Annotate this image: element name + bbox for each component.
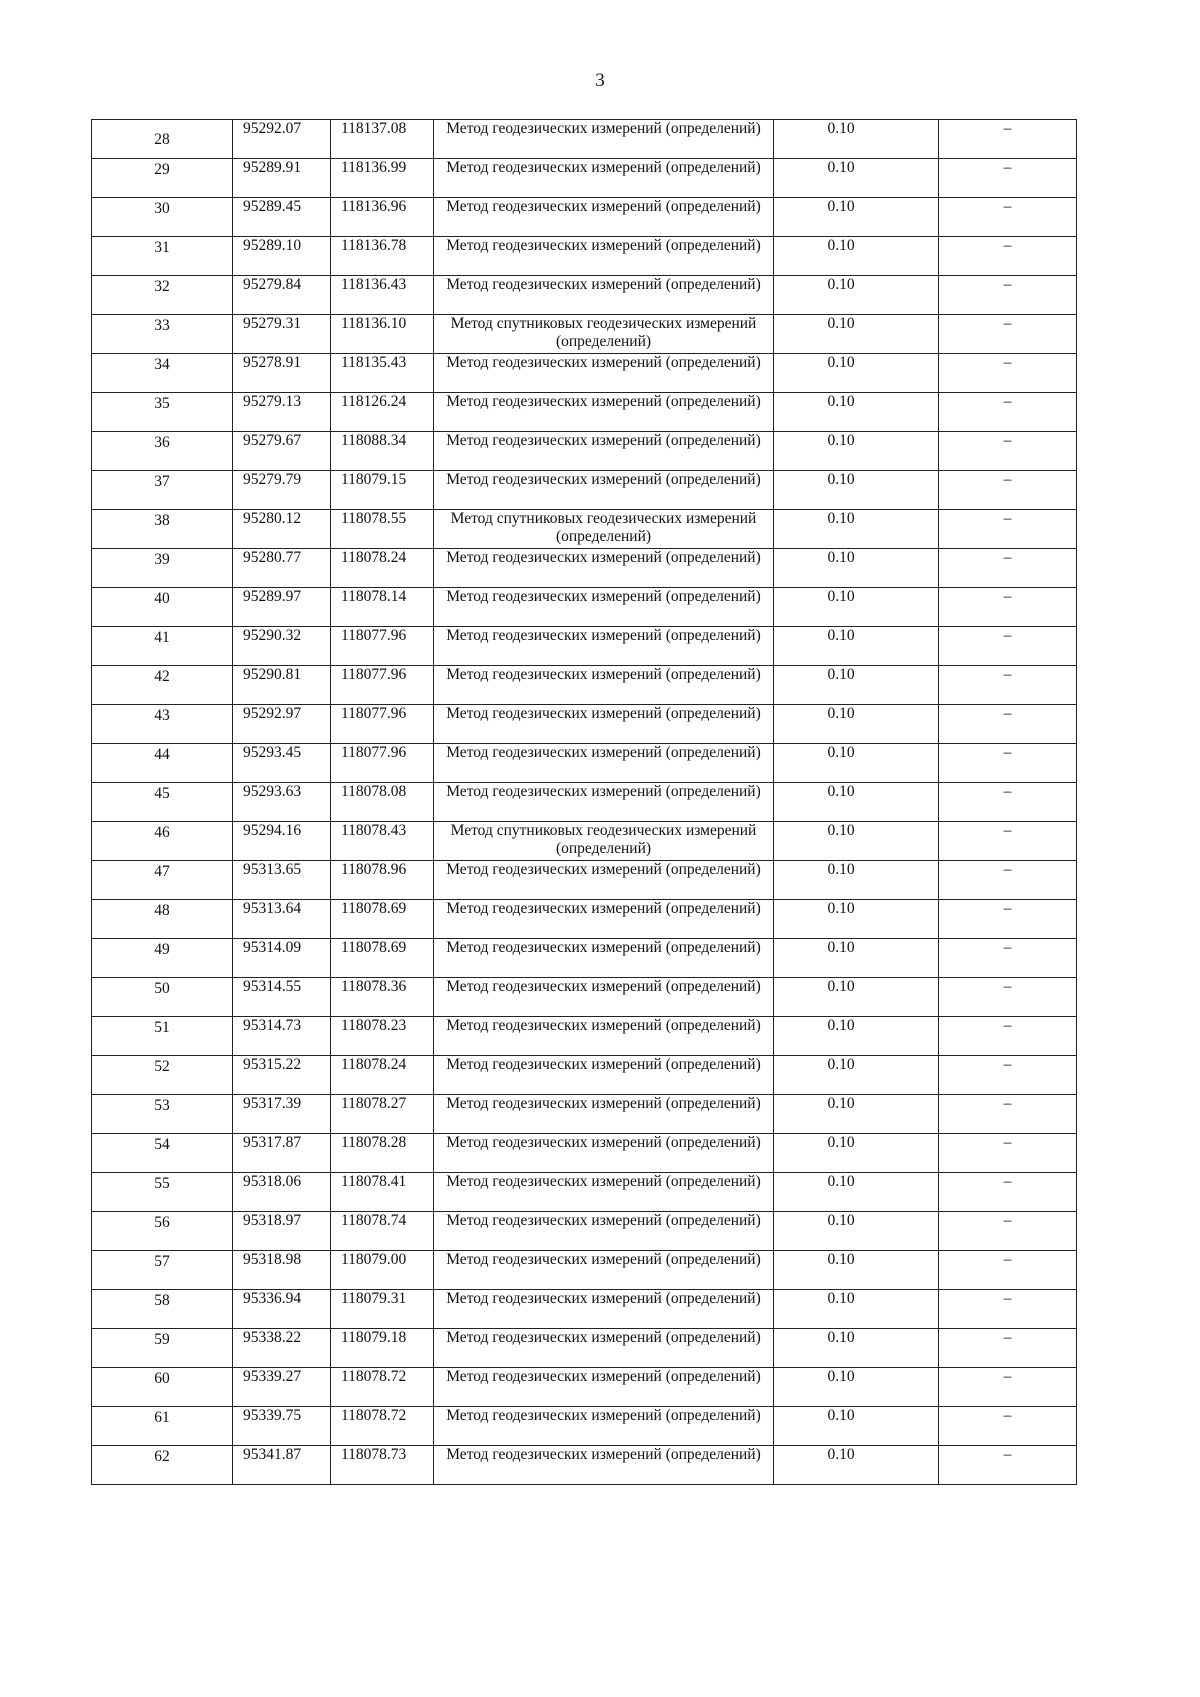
y-coordinate-cell: 118078.23 (331, 1017, 434, 1056)
note-cell: – (939, 1407, 1077, 1446)
point-number-cell: 57 (92, 1251, 233, 1290)
accuracy-cell: 0.10 (774, 1446, 939, 1485)
method-cell: Метод геодезических измерений (определений) (434, 198, 774, 237)
table-row (92, 744, 1077, 783)
point-number-cell: 32 (92, 276, 233, 315)
table-row (92, 393, 1077, 432)
table-row (92, 1407, 1077, 1446)
accuracy-cell: 0.10 (774, 1290, 939, 1329)
table-row (92, 1446, 1077, 1485)
accuracy-cell: 0.10 (774, 276, 939, 315)
accuracy-cell: 0.10 (774, 549, 939, 588)
note-cell: – (939, 549, 1077, 588)
method-cell: Метод геодезических измерений (определений) (434, 1134, 774, 1173)
accuracy-cell: 0.10 (774, 588, 939, 627)
x-coordinate-cell: 95339.75 (233, 1407, 331, 1446)
x-coordinate-cell: 95318.97 (233, 1212, 331, 1251)
y-coordinate-cell: 118078.08 (331, 783, 434, 822)
accuracy-cell: 0.10 (774, 822, 939, 861)
x-coordinate-cell: 95314.55 (233, 978, 331, 1017)
accuracy-cell: 0.10 (774, 315, 939, 354)
note-cell: – (939, 744, 1077, 783)
x-coordinate-cell: 95279.13 (233, 393, 331, 432)
accuracy-cell: 0.10 (774, 861, 939, 900)
x-coordinate-cell: 95279.79 (233, 471, 331, 510)
method-cell: Метод спутниковых геодезических измерений (определений) (434, 510, 774, 549)
y-coordinate-cell: 118078.24 (331, 1056, 434, 1095)
table-row (92, 1173, 1077, 1212)
point-number-cell: 49 (92, 939, 233, 978)
point-number-cell: 62 (92, 1446, 233, 1485)
x-coordinate-cell: 95279.67 (233, 432, 331, 471)
accuracy-cell: 0.10 (774, 237, 939, 276)
y-coordinate-cell: 118136.96 (331, 198, 434, 237)
accuracy-cell: 0.10 (774, 471, 939, 510)
x-coordinate-cell: 95338.22 (233, 1329, 331, 1368)
accuracy-cell: 0.10 (774, 432, 939, 471)
accuracy-cell: 0.10 (774, 354, 939, 393)
y-coordinate-cell: 118088.34 (331, 432, 434, 471)
point-number-cell: 59 (92, 1329, 233, 1368)
method-cell: Метод геодезических измерений (определений) (434, 354, 774, 393)
note-cell: – (939, 1095, 1077, 1134)
point-number-cell: 36 (92, 432, 233, 471)
point-number-cell: 60 (92, 1368, 233, 1407)
note-cell: – (939, 1212, 1077, 1251)
note-cell: – (939, 120, 1077, 159)
point-number-cell: 35 (92, 393, 233, 432)
accuracy-cell: 0.10 (774, 510, 939, 549)
note-cell: – (939, 783, 1077, 822)
note-cell: – (939, 666, 1077, 705)
note-cell: – (939, 1368, 1077, 1407)
table-row (92, 627, 1077, 666)
table-row (92, 471, 1077, 510)
method-cell: Метод геодезических измерений (определений) (434, 1017, 774, 1056)
y-coordinate-cell: 118078.55 (331, 510, 434, 549)
x-coordinate-cell: 95314.73 (233, 1017, 331, 1056)
point-number-cell: 40 (92, 588, 233, 627)
note-cell: – (939, 822, 1077, 861)
note-cell: – (939, 276, 1077, 315)
accuracy-cell: 0.10 (774, 120, 939, 159)
note-cell: – (939, 900, 1077, 939)
table-row (92, 159, 1077, 198)
point-number-cell: 44 (92, 744, 233, 783)
coordinates-table (91, 119, 1077, 1485)
y-coordinate-cell: 118079.15 (331, 471, 434, 510)
point-number-cell: 33 (92, 315, 233, 354)
method-cell: Метод геодезических измерений (определений) (434, 471, 774, 510)
x-coordinate-cell: 95289.91 (233, 159, 331, 198)
y-coordinate-cell: 118079.31 (331, 1290, 434, 1329)
accuracy-cell: 0.10 (774, 1251, 939, 1290)
note-cell: – (939, 159, 1077, 198)
point-number-cell: 29 (92, 159, 233, 198)
point-number-cell: 51 (92, 1017, 233, 1056)
table-row (92, 1134, 1077, 1173)
x-coordinate-cell: 95317.39 (233, 1095, 331, 1134)
y-coordinate-cell: 118078.14 (331, 588, 434, 627)
note-cell: – (939, 861, 1077, 900)
y-coordinate-cell: 118135.43 (331, 354, 434, 393)
y-coordinate-cell: 118078.24 (331, 549, 434, 588)
note-cell: – (939, 1056, 1077, 1095)
y-coordinate-cell: 118078.27 (331, 1095, 434, 1134)
y-coordinate-cell: 118077.96 (331, 627, 434, 666)
method-cell: Метод геодезических измерений (определений) (434, 1095, 774, 1134)
table-row (92, 666, 1077, 705)
y-coordinate-cell: 118078.41 (331, 1173, 434, 1212)
accuracy-cell: 0.10 (774, 393, 939, 432)
point-number-cell: 61 (92, 1407, 233, 1446)
y-coordinate-cell: 118136.10 (331, 315, 434, 354)
point-number-cell: 48 (92, 900, 233, 939)
accuracy-cell: 0.10 (774, 1095, 939, 1134)
table-row (92, 237, 1077, 276)
method-cell: Метод геодезических измерений (определений) (434, 1056, 774, 1095)
method-cell: Метод геодезических измерений (определений) (434, 1329, 774, 1368)
y-coordinate-cell: 118078.96 (331, 861, 434, 900)
point-number-cell: 39 (92, 549, 233, 588)
x-coordinate-cell: 95293.45 (233, 744, 331, 783)
method-cell: Метод геодезических измерений (определений) (434, 276, 774, 315)
method-cell: Метод геодезических измерений (определений) (434, 159, 774, 198)
accuracy-cell: 0.10 (774, 1056, 939, 1095)
accuracy-cell: 0.10 (774, 1212, 939, 1251)
point-number-cell: 28 (92, 120, 233, 159)
accuracy-cell: 0.10 (774, 783, 939, 822)
method-cell: Метод геодезических измерений (определений) (434, 666, 774, 705)
y-coordinate-cell: 118137.08 (331, 120, 434, 159)
x-coordinate-cell: 95279.31 (233, 315, 331, 354)
accuracy-cell: 0.10 (774, 939, 939, 978)
point-number-cell: 38 (92, 510, 233, 549)
point-number-cell: 43 (92, 705, 233, 744)
page-number: 3 (595, 70, 605, 91)
note-cell: – (939, 588, 1077, 627)
method-cell: Метод геодезических измерений (определений) (434, 1173, 774, 1212)
x-coordinate-cell: 95280.77 (233, 549, 331, 588)
x-coordinate-cell: 95292.97 (233, 705, 331, 744)
method-cell: Метод геодезических измерений (определений) (434, 627, 774, 666)
point-number-cell: 34 (92, 354, 233, 393)
y-coordinate-cell: 118077.96 (331, 705, 434, 744)
x-coordinate-cell: 95290.81 (233, 666, 331, 705)
point-number-cell: 46 (92, 822, 233, 861)
method-cell: Метод спутниковых геодезических измерений (определений) (434, 822, 774, 861)
note-cell: – (939, 939, 1077, 978)
note-cell: – (939, 510, 1077, 549)
table-row (92, 510, 1077, 549)
accuracy-cell: 0.10 (774, 1329, 939, 1368)
point-number-cell: 37 (92, 471, 233, 510)
note-cell: – (939, 471, 1077, 510)
x-coordinate-cell: 95313.65 (233, 861, 331, 900)
accuracy-cell: 0.10 (774, 978, 939, 1017)
method-cell: Метод геодезических измерений (определений) (434, 588, 774, 627)
accuracy-cell: 0.10 (774, 900, 939, 939)
accuracy-cell: 0.10 (774, 1368, 939, 1407)
x-coordinate-cell: 95292.07 (233, 120, 331, 159)
x-coordinate-cell: 95278.91 (233, 354, 331, 393)
table-row (92, 705, 1077, 744)
point-number-cell: 42 (92, 666, 233, 705)
x-coordinate-cell: 95314.09 (233, 939, 331, 978)
note-cell: – (939, 393, 1077, 432)
table-row (92, 900, 1077, 939)
point-number-cell: 52 (92, 1056, 233, 1095)
method-cell: Метод геодезических измерений (определений) (434, 1407, 774, 1446)
point-number-cell: 56 (92, 1212, 233, 1251)
x-coordinate-cell: 95313.64 (233, 900, 331, 939)
y-coordinate-cell: 118078.73 (331, 1446, 434, 1485)
y-coordinate-cell: 118078.28 (331, 1134, 434, 1173)
table-row (92, 1251, 1077, 1290)
accuracy-cell: 0.10 (774, 198, 939, 237)
method-cell: Метод геодезических измерений (определений) (434, 120, 774, 159)
point-number-cell: 30 (92, 198, 233, 237)
accuracy-cell: 0.10 (774, 744, 939, 783)
table-row (92, 822, 1077, 861)
note-cell: – (939, 1134, 1077, 1173)
y-coordinate-cell: 118078.69 (331, 900, 434, 939)
x-coordinate-cell: 95289.45 (233, 198, 331, 237)
y-coordinate-cell: 118078.72 (331, 1368, 434, 1407)
method-cell: Метод геодезических измерений (определений) (434, 744, 774, 783)
x-coordinate-cell: 95294.16 (233, 822, 331, 861)
point-number-cell: 47 (92, 861, 233, 900)
method-cell: Метод геодезических измерений (определений) (434, 705, 774, 744)
table-row (92, 198, 1077, 237)
note-cell: – (939, 432, 1077, 471)
table-row (92, 1095, 1077, 1134)
method-cell: Метод геодезических измерений (определений) (434, 1212, 774, 1251)
accuracy-cell: 0.10 (774, 705, 939, 744)
point-number-cell: 58 (92, 1290, 233, 1329)
table-row (92, 1368, 1077, 1407)
method-cell: Метод геодезических измерений (определений) (434, 1368, 774, 1407)
accuracy-cell: 0.10 (774, 159, 939, 198)
accuracy-cell: 0.10 (774, 1173, 939, 1212)
table-row (92, 432, 1077, 471)
note-cell: – (939, 1173, 1077, 1212)
method-cell: Метод геодезических измерений (определений) (434, 939, 774, 978)
table-row (92, 861, 1077, 900)
accuracy-cell: 0.10 (774, 627, 939, 666)
table-row (92, 120, 1077, 159)
y-coordinate-cell: 118136.99 (331, 159, 434, 198)
note-cell: – (939, 705, 1077, 744)
method-cell: Метод геодезических измерений (определений) (434, 861, 774, 900)
y-coordinate-cell: 118078.43 (331, 822, 434, 861)
x-coordinate-cell: 95289.97 (233, 588, 331, 627)
note-cell: – (939, 198, 1077, 237)
y-coordinate-cell: 118136.78 (331, 237, 434, 276)
table-row (92, 978, 1077, 1017)
x-coordinate-cell: 95289.10 (233, 237, 331, 276)
table-row (92, 588, 1077, 627)
y-coordinate-cell: 118078.72 (331, 1407, 434, 1446)
table-row (92, 315, 1077, 354)
accuracy-cell: 0.10 (774, 1407, 939, 1446)
note-cell: – (939, 1329, 1077, 1368)
table-row (92, 1329, 1077, 1368)
y-coordinate-cell: 118078.36 (331, 978, 434, 1017)
method-cell: Метод геодезических измерений (определений) (434, 900, 774, 939)
x-coordinate-cell: 95318.06 (233, 1173, 331, 1212)
method-cell: Метод спутниковых геодезических измерений (определений) (434, 315, 774, 354)
point-number-cell: 55 (92, 1173, 233, 1212)
table-row (92, 783, 1077, 822)
method-cell: Метод геодезических измерений (определений) (434, 783, 774, 822)
point-number-cell: 45 (92, 783, 233, 822)
note-cell: – (939, 1446, 1077, 1485)
method-cell: Метод геодезических измерений (определений) (434, 978, 774, 1017)
y-coordinate-cell: 118077.96 (331, 744, 434, 783)
table-row (92, 1017, 1077, 1056)
table-row (92, 1290, 1077, 1329)
x-coordinate-cell: 95315.22 (233, 1056, 331, 1095)
table-row (92, 1212, 1077, 1251)
y-coordinate-cell: 118078.69 (331, 939, 434, 978)
table-row (92, 1056, 1077, 1095)
note-cell: – (939, 1290, 1077, 1329)
accuracy-cell: 0.10 (774, 1017, 939, 1056)
x-coordinate-cell: 95341.87 (233, 1446, 331, 1485)
x-coordinate-cell: 95317.87 (233, 1134, 331, 1173)
coordinates-table-body (92, 120, 1077, 1485)
method-cell: Метод геодезических измерений (определений) (434, 237, 774, 276)
note-cell: – (939, 354, 1077, 393)
method-cell: Метод геодезических измерений (определений) (434, 432, 774, 471)
accuracy-cell: 0.10 (774, 1134, 939, 1173)
note-cell: – (939, 978, 1077, 1017)
y-coordinate-cell: 118126.24 (331, 393, 434, 432)
x-coordinate-cell: 95339.27 (233, 1368, 331, 1407)
y-coordinate-cell: 118079.00 (331, 1251, 434, 1290)
x-coordinate-cell: 95293.63 (233, 783, 331, 822)
note-cell: – (939, 1251, 1077, 1290)
method-cell: Метод геодезических измерений (определений) (434, 549, 774, 588)
y-coordinate-cell: 118078.74 (331, 1212, 434, 1251)
point-number-cell: 53 (92, 1095, 233, 1134)
x-coordinate-cell: 95279.84 (233, 276, 331, 315)
table-row (92, 549, 1077, 588)
method-cell: Метод геодезических измерений (определений) (434, 393, 774, 432)
y-coordinate-cell: 118079.18 (331, 1329, 434, 1368)
note-cell: – (939, 237, 1077, 276)
point-number-cell: 31 (92, 237, 233, 276)
y-coordinate-cell: 118077.96 (331, 666, 434, 705)
note-cell: – (939, 1017, 1077, 1056)
x-coordinate-cell: 95318.98 (233, 1251, 331, 1290)
method-cell: Метод геодезических измерений (определений) (434, 1446, 774, 1485)
point-number-cell: 50 (92, 978, 233, 1017)
y-coordinate-cell: 118136.43 (331, 276, 434, 315)
table-row (92, 354, 1077, 393)
x-coordinate-cell: 95280.12 (233, 510, 331, 549)
table-row (92, 939, 1077, 978)
table-row (92, 276, 1077, 315)
point-number-cell: 41 (92, 627, 233, 666)
note-cell: – (939, 627, 1077, 666)
x-coordinate-cell: 95336.94 (233, 1290, 331, 1329)
method-cell: Метод геодезических измерений (определений) (434, 1290, 774, 1329)
accuracy-cell: 0.10 (774, 666, 939, 705)
point-number-cell: 54 (92, 1134, 233, 1173)
x-coordinate-cell: 95290.32 (233, 627, 331, 666)
method-cell: Метод геодезических измерений (определений) (434, 1251, 774, 1290)
note-cell: – (939, 315, 1077, 354)
